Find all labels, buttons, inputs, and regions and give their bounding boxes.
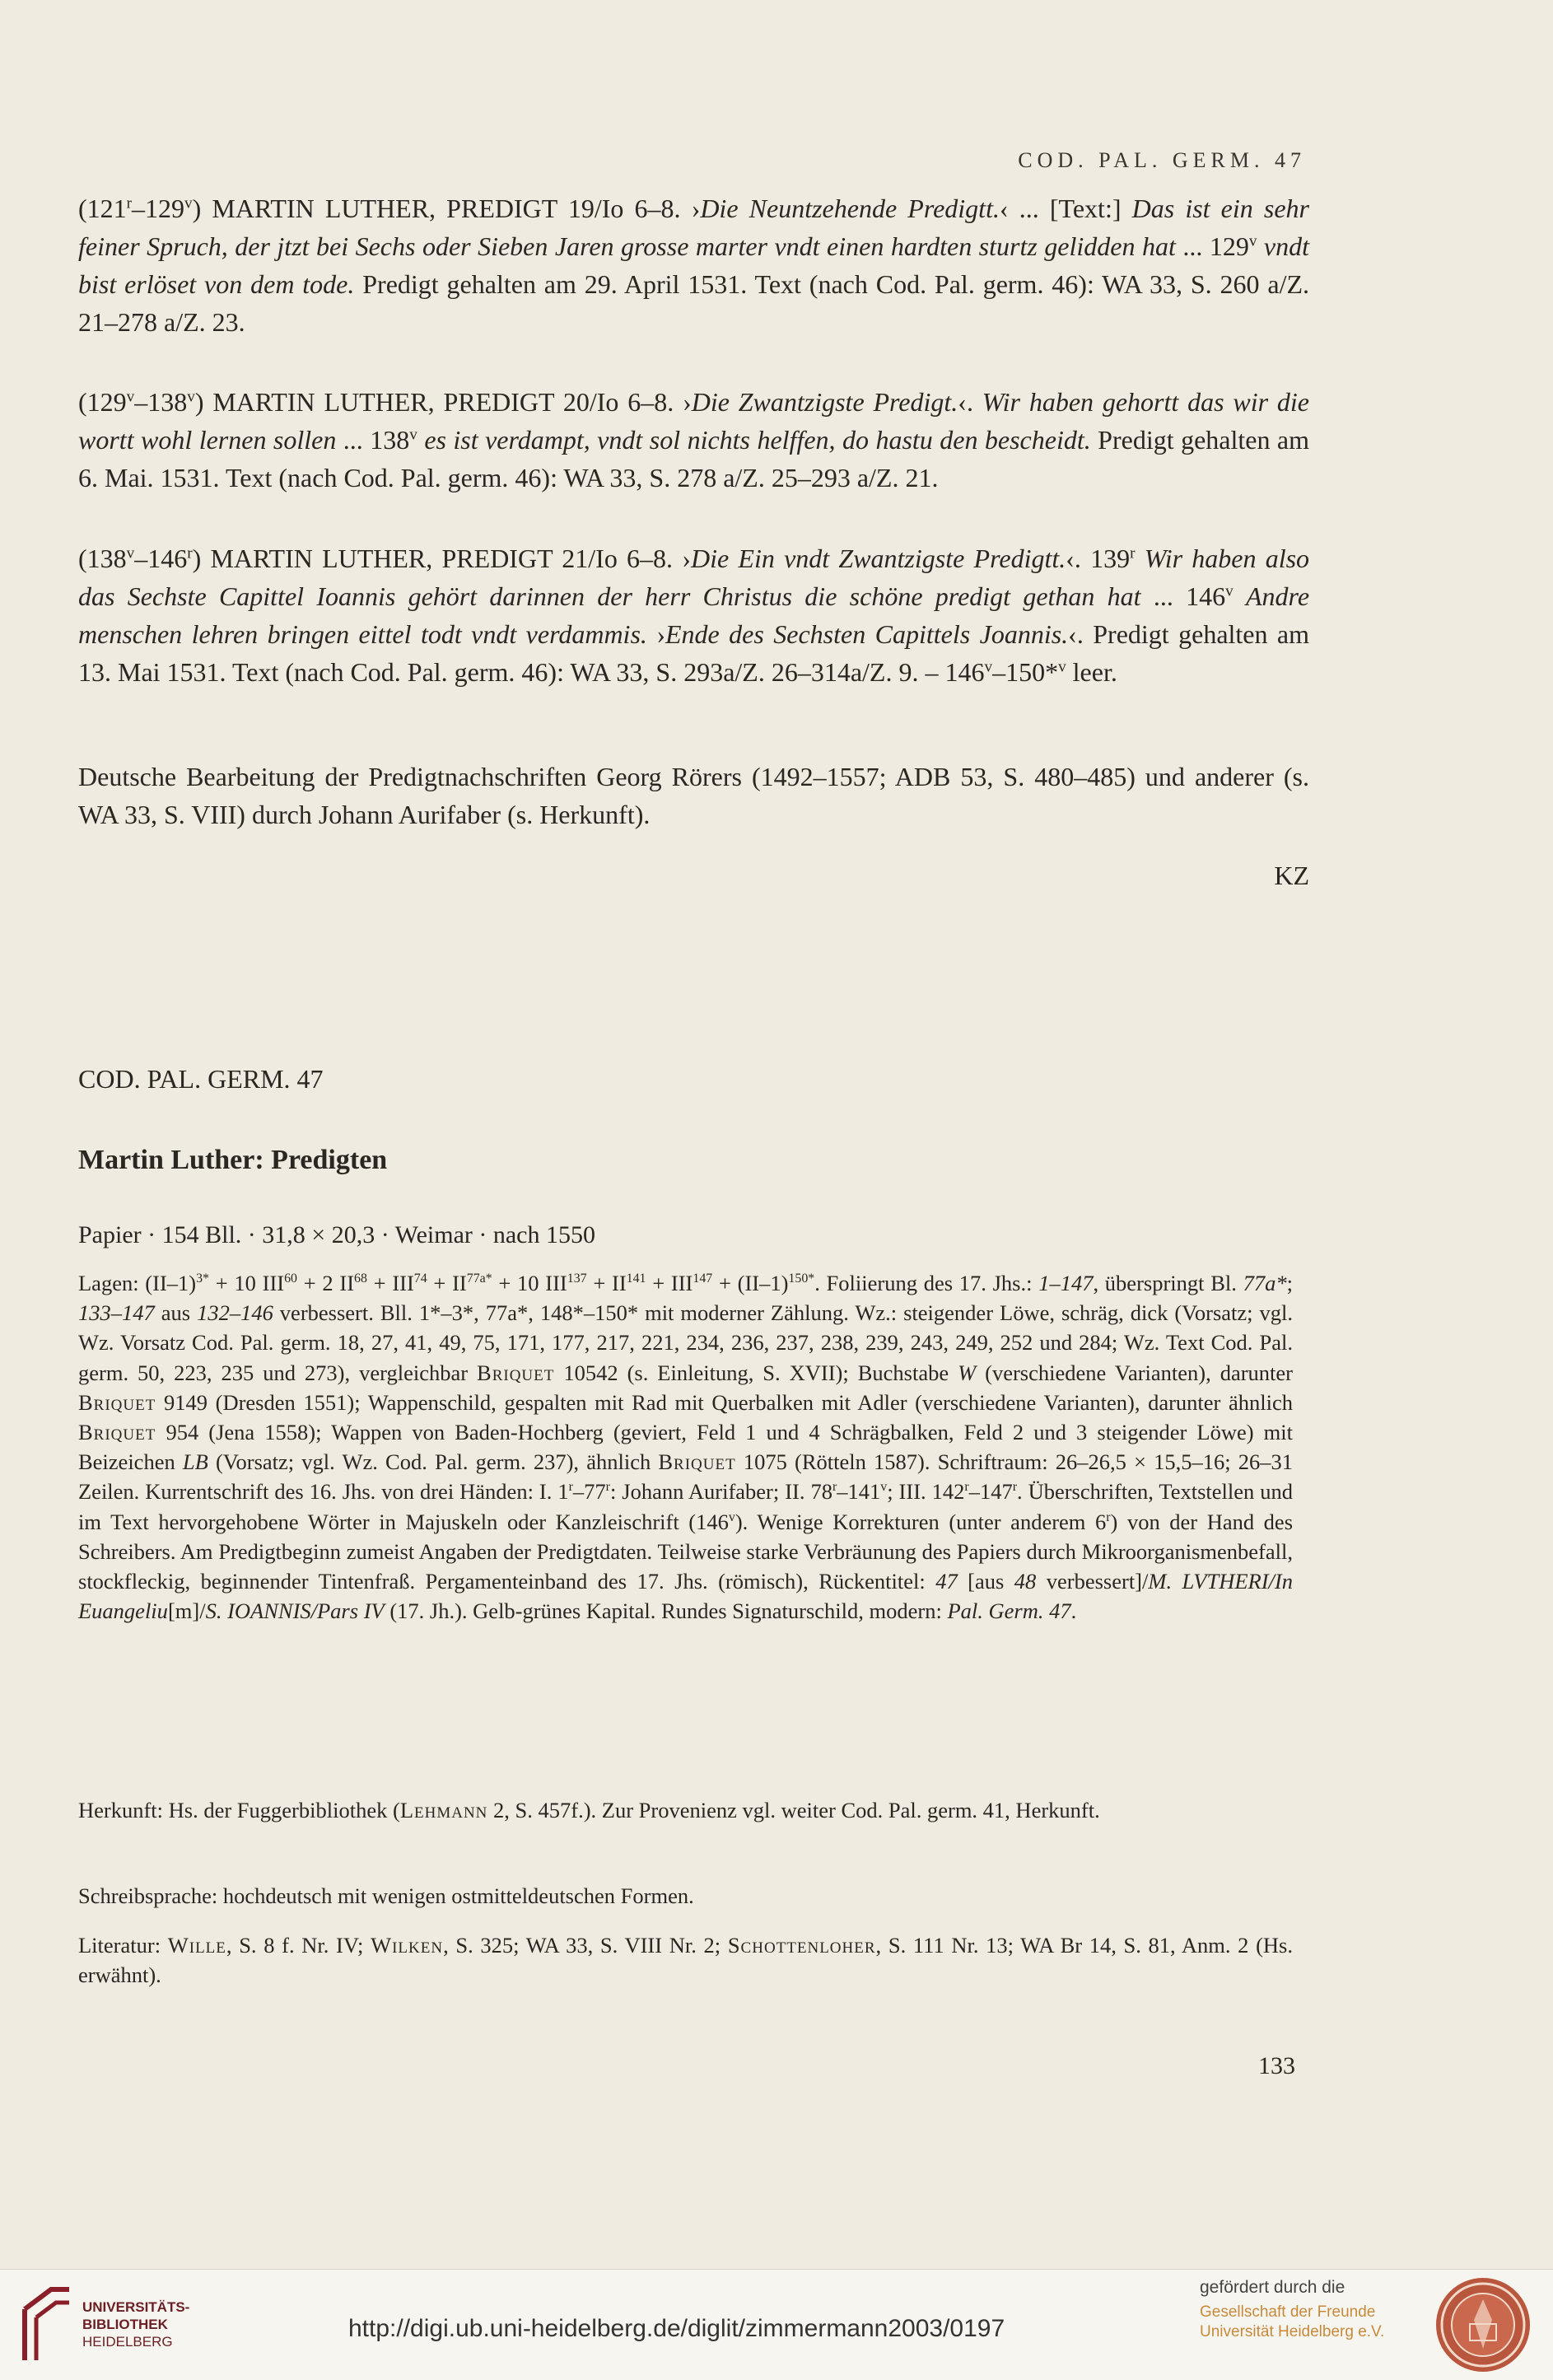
provenance-paragraph: Herkunft: Hs. der Fuggerbibliothek (Lehmann 2, S. 457f.). Zur Provenienz vgl. weiter Cod. Pal. germ. 41, Herkunft. bbox=[78, 1798, 1100, 1822]
entry-block bbox=[78, 758, 1309, 833]
codex-title: Martin Luther: Predigten bbox=[78, 1145, 388, 1175]
sponsor-label: gefördert durch die bbox=[1200, 2278, 1345, 2297]
entry-129-138: (129$^v$–138$^v$) MARTIN LUTHER, PREDIGT 20/Io 6–8. ›Die Zwantzigste Predigt.‹. Wir haben gehortt das wir die wortt wohl lernen sollen ... 138$^v$ es ist verdampt, vndt sol nichts helffen, do hastu den bescheidt. Predigt gehalten am 6. Mai. 1531. Text (nach Cod. Pal. germ. 46): WA 33, S. 278 a/Z. 25–293 a/Z. 21. bbox=[78, 387, 1310, 492]
running-head: COD. PAL. GERM. 47 bbox=[1018, 148, 1306, 172]
summary-paragraph: Deutsche Bearbeitung der Predigtnachschriften Georg Rörers (1492–1557; ADB 53, S. 480–485) und anderer (s. WA 33, S. VIII) durch Johann Aurifaber (s. Herkunft). bbox=[78, 762, 1309, 829]
sponsor-name-line2: Universität Heidelberg e.V. bbox=[1200, 2323, 1385, 2340]
page-number: 133 bbox=[1258, 2052, 1295, 2079]
entry-block bbox=[78, 539, 1309, 691]
literature-paragraph: Literatur: Wille, S. 8 f. Nr. IV; Wilken, S. 325; WA 33, S. VIII Nr. 2; Schottenloher, S. 111 Nr. 13; WA Br 14, S. 81, Anm. 2 (Hs. erwähnt). bbox=[78, 1933, 1293, 1988]
codex-heading: COD. PAL. GERM. 47 bbox=[78, 1064, 324, 1094]
university-seal-icon bbox=[1433, 2275, 1533, 2375]
language-paragraph: Schreibsprache: hochdeutsch mit wenigen ostmitteldeutschen Formen. bbox=[78, 1883, 694, 1908]
sponsor-name-line1: Gesellschaft der Freunde bbox=[1200, 2303, 1376, 2321]
author-signature: KZ bbox=[1274, 861, 1309, 890]
codicological-description: Lagen: $(II-1)^{3*} + 10$ $III^{60} + 2$ $II^{68} + III^{74} + II^{77a*} + 10$ $III^{137} + II^{141} + III^{147} + (II-1)^{150*}$. Foliierung des 17. Jhs.: 1–147, überspringt Bl. 77a*; 133–147 aus 132–146 verbessert. Bll. 1*–3*, 77a*, 148*–150* mit moderner Zählung. Wz.: steigender Löwe, schräg, dick (Vorsatz; vgl. Wz. Vorsatz Cod. Pal. germ. 18, 27, 41, 49, 75, 171, 177, 217, 221, 234, 236, 237, 238, 239, 243, 249, 252 und 284; Wz. Text Cod. Pal. germ. 50, 223, 235 und 273), vergleichbar Briquet 10542 (s. Einleitung, S. XVII); Buchstabe W (verschiedene Varianten), darunter Briquet 9149 (Dresden 1551); Wappenschild, gespalten mit Rad mit Querbalken mit Adler (verschiedene Varianten), darunter ähnlich Briquet 954 (Jena 1558); Wappen von Baden-Hochberg (geviert, Feld 1 und 4 Schrägbalken, Feld 2 und 3 steigender Löwe) mit Beizeichen LB (Vorsatz; vgl. Wz. Cod. Pal. germ. 237), ähnlich Briquet 1075 (Rötteln 1587). Schriftraum: 26–26,5 × 15,5–16; 26–31 Zeilen. Kurrentschrift des 16. Jhs. von drei Händen: I. 1$^r$–77$^r$: Johann Aurifaber; II. 78$^r$–141$^v$; III. 142$^r$–147$^r$. Überschriften, Textstellen und im Text hervorgehobene Wörter in Majuskeln oder Kanzleischrift (146$^v$). Wenige Korrekturen (unter anderem 6$^r$) von der Hand des Schreibers. Am Predigtbeginn zumeist Angaben der Predigtdaten. Teilweise starke Verbräunung des Papiers durch Mikroorganismenbefall, stockfleckig, beginnender Tintenfraß. Pergamenteinband des 17. Jhs. (römisch), Rückentitel: 47 [aus 48 verbessert]/M. LVTHERI/In Euangeliu[m]/S. IOANNIS/Pars IV (17. Jh.). Gelb-grünes Kapital. Rundes Signaturschild, modern: Pal. Germ. 47. bbox=[78, 1271, 1294, 1624]
entry-138-146: (138$^v$–146$^r$) MARTIN LUTHER, PREDIGT 21/Io 6–8. ›Die Ein vndt Zwantzigste Predigtt.‹. 139$^r$ Wir haben also das Sechste Capittel Ioannis gehört darinnen der herr Christus die schöne predigt gethan hat ... 146$^v$ Andre menschen lehren bringen eittel todt vndt verdammis. ›Ende des Sechsten Capittels Joannis.‹. Predigt gehalten am 13. Mai 1531. Text (nach Cod. Pal. germ. 46): WA 33, S. 293a/Z. 26–314a/Z. 9. – 146$^v$–150*$^v$ leer. bbox=[78, 544, 1310, 687]
entry-block bbox=[78, 383, 1309, 497]
permalink-url[interactable]: http://digi.ub.uni-heidelberg.de/diglit/zimmermann2003/0197 bbox=[348, 2315, 1005, 2342]
sponsor-block[interactable] bbox=[1200, 2278, 1384, 2342]
entry-block bbox=[78, 189, 1309, 341]
library-name-line3: HEIDELBERG bbox=[82, 2334, 173, 2350]
entry-121-129: (121$^r$–129$^v$) MARTIN LUTHER, PREDIGT 19/Io 6–8. ›Die Neuntzehende Predigtt.‹ ... [Text:] Das ist ein sehr feiner Spruch, der jtzt bei Sechs oder Sieben Jaren grosse marter vndt einen hardten sturtz gelidden hat ... 129$^v$ vndt bist erlöset von dem tode. Predigt gehalten am 29. April 1531. Text (nach Cod. Pal. germ. 46): WA 33, S. 260 a/Z. 21–278 a/Z. 23. bbox=[78, 194, 1310, 337]
library-name-line2: BIBLIOTHEK bbox=[82, 2317, 168, 2332]
library-logo-icon[interactable] bbox=[18, 2284, 76, 2365]
footer-bar bbox=[0, 2269, 1553, 2380]
library-name[interactable] bbox=[82, 2298, 189, 2350]
library-name-line1: UNIVERSITÄTS- bbox=[82, 2299, 190, 2315]
physical-description: Papier · 154 Bll. · 31,8 × 20,3 · Weimar · nach 1550 bbox=[78, 1221, 595, 1248]
